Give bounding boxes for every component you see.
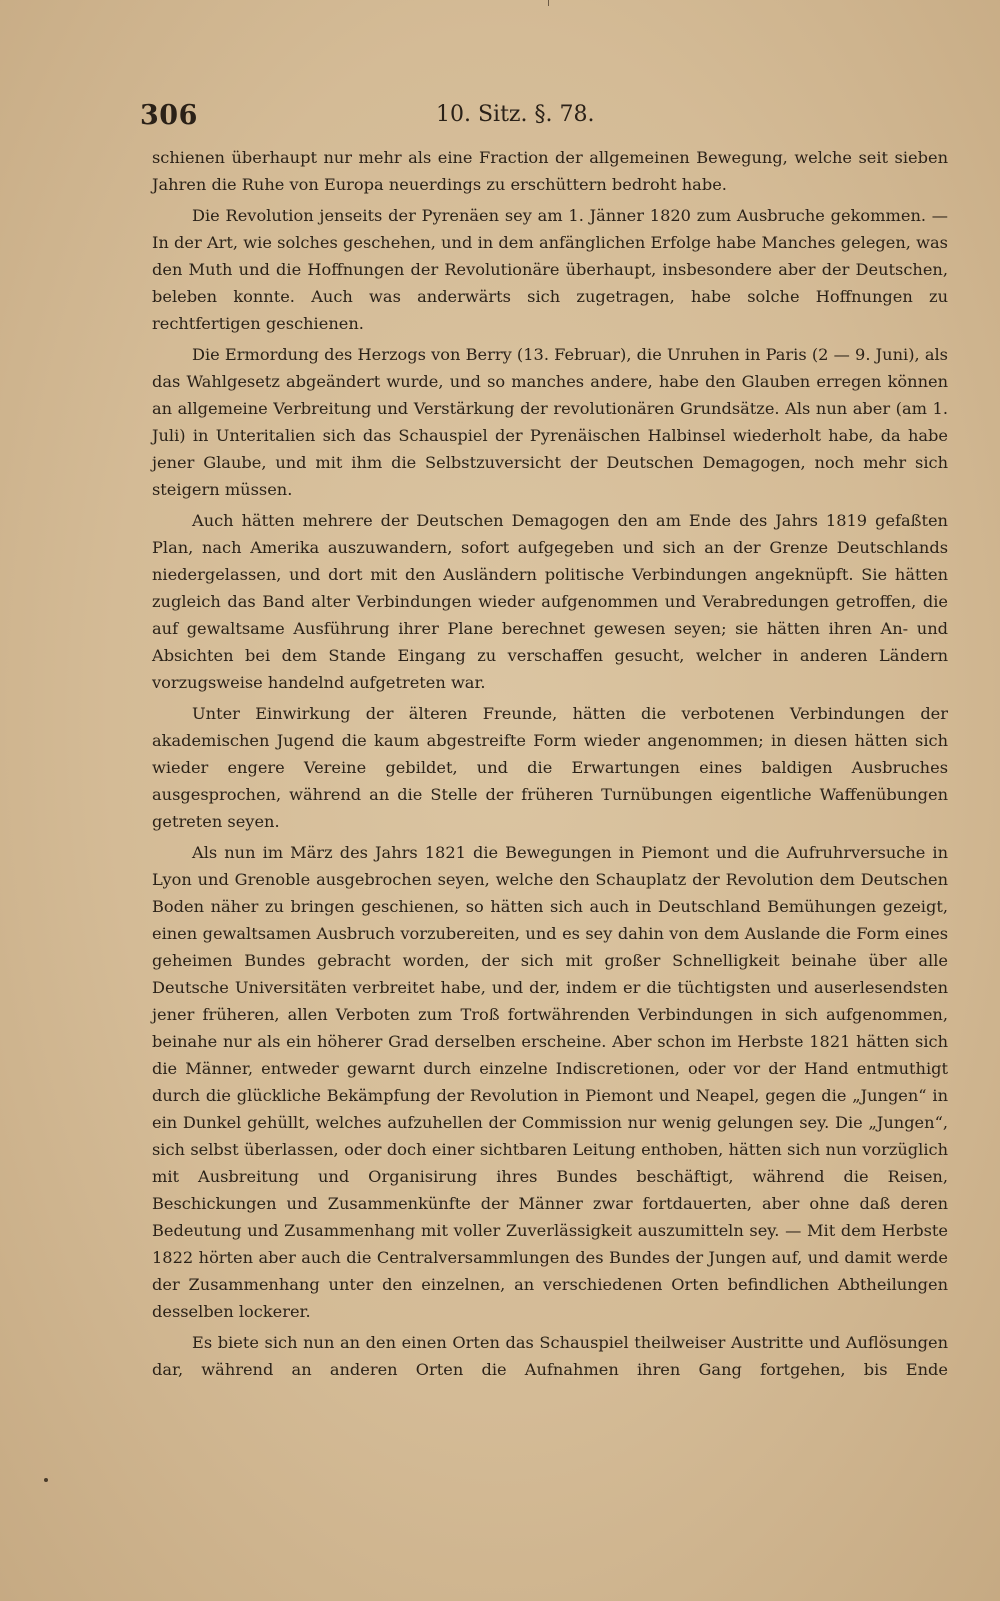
paragraph: Auch hätten mehrere der Deutschen Demagogen den am Ende des Jahrs 1819 gefaßten Plan, nach Amerika auszuwandern, sofort aufgegeben und sich an der Grenze Deutschlands niedergelassen, und dort mit den Ausländern politische Verbindungen angeknüpft. Sie hätten zugleich das Band alter Verbindungen wieder aufgenommen und Verabredungen getroffen, die auf gewaltsame Ausführung ihrer Plane berechnet gewesen seyen; sie hätten ihren An- und Absichten bei dem Stande Eingang zu verschaffen gesucht, welcher in anderen Ländern vorzugsweise handelnd aufgetreten war.	[152, 511, 948, 692]
paragraph: schienen überhaupt nur mehr als eine Fraction der allgemeinen Bewegung, welche seit sieben Jahren die Ruhe von Europa neuerdings zu erschüttern bedroht habe.	[152, 148, 948, 194]
paragraph: Unter Einwirkung der älteren Freunde, hätten die verbotenen Verbindungen der akademischen Jugend die kaum abgestreifte Form wieder angenommen; in diesen hätten sich wieder engere Vereine gebildet, und die Erwartungen eines baldigen Ausbruches ausgesprochen, während an die Stelle der früheren Turnübungen eigentliche Waffenübungen getreten seyen.	[152, 704, 948, 831]
paragraph: Es biete sich nun an den einen Orten das Schauspiel theilweiser Austritte und Auflösungen dar, während an anderen Orten die Aufnahmen ihren Gang fortgehen, bis Ende	[152, 1333, 948, 1379]
page-edge-mark	[548, 0, 549, 6]
page-number: 306	[140, 100, 198, 131]
paragraph: Als nun im März des Jahrs 1821 die Bewegungen in Piemont und die Aufruhrversuche in Lyon und Grenoble ausgebrochen seyen, welche den Schauplatz der Revolution dem Deutschen Boden näher zu bringen geschienen, so hätten sich auch in Deutschland Bemühungen gezeigt, einen gewaltsamen Ausbruch vorzubereiten, und es sey dahin von dem Auslande die Form eines geheimen Bundes gebracht worden, der sich mit großer Schnelligkeit beinahe über alle Deutsche Universitäten verbreitet habe, und der, indem er die tüchtigsten und auserlesendsten jener früheren, allen Verboten zum Troß fortwährenden Verbindungen in sich aufgenommen, beinahe nur als ein höherer Grad derselben erscheine. Aber schon im Herbste 1821 hätten sich die Männer, entweder gewarnt durch einzelne Indiscretionen, oder vor der Hand entmuthigt durch die glückliche Bekämpfung der Revolution in Piemont und Neapel, gegen die „Jungen“ in ein Dunkel gehüllt, welches aufzuhellen der Commission nur wenig gelungen sey. Die „Jungen“, sich selbst überlassen, oder doch einer sichtbaren Leitung enthoben, hätten sich nun vorzüglich mit Ausbreitung und Organisirung ihres Bundes beschäftigt, während die Reisen, Beschickungen und Zusammenkünfte der Männer zwar fortdauerten, aber ohne daß deren Bedeutung und Zusammenhang mit voller Zuverlässigkeit auszumitteln sey. — Mit dem Herbste 1822 hörten aber auch die Centralversammlungen des Bundes der Jungen auf, und damit werde der Zusammenhang unter den einzelnen, an verschiedenen Orten befindlichen Abtheilungen desselben lockerer.	[152, 843, 948, 1321]
paragraph: Die Ermordung des Herzogs von Berry (13. Februar), die Unruhen in Paris (2 — 9. Juni), als das Wahlgesetz abgeändert wurde, und so manches andere, habe den Glauben erregen können an allgemeine Verbreitung und Verstärkung der revolutionären Grundsätze. Als nun aber (am 1. Juli) in Unteritalien sich das Schauspiel der Pyrenäischen Halbinsel wiederholt habe, da habe jener Glaube, und mit ihm die Selbstzuversicht der Deutschen Demagogen, noch mehr sich steigern müssen.	[152, 345, 948, 499]
ink-speck	[44, 1478, 48, 1482]
paragraph: Die Revolution jenseits der Pyrenäen sey am 1. Jänner 1820 zum Ausbruche gekommen. — In der Art, wie solches geschehen, und in dem anfänglichen Erfolge habe Manches gelegen, was den Muth und die Hoffnungen der Revolutionäre überhaupt, insbesondere aber der Deutschen, beleben konnte. Auch was anderwärts sich zugetragen, habe solche Hoffnungen zu rechtfertigen geschienen.	[152, 206, 948, 333]
page-header	[140, 100, 952, 140]
running-head: 10. Sitz. §. 78.	[436, 102, 595, 127]
body-text	[152, 144, 948, 1387]
